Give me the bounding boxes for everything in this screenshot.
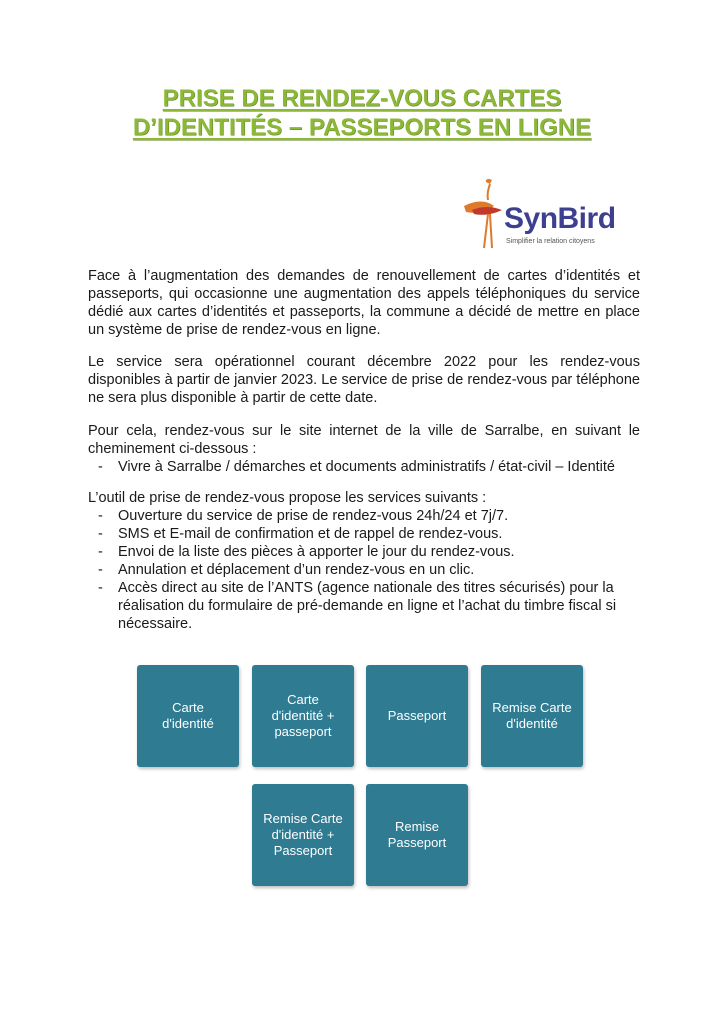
title-line-2: D’IDENTITÉS – PASSEPORTS EN LIGNE (132, 114, 592, 141)
title-line-1: PRISE DE RENDEZ-VOUS CARTES (162, 85, 562, 112)
tile-remise-carte-identite-passeport[interactable]: Remise Carte d'identité + Passeport (252, 784, 354, 886)
paragraph-intro: Face à l’augmentation des demandes de renouvellement de cartes d’identités et passeports, qui occasionne une augmentation des appels téléphoniques du service dédié aux cartes d’identités et passeports, la commune a décidé de mettre en place un système de prise de rendez-vous en ligne. (88, 268, 640, 338)
paragraph-service-date: Le service sera opérationnel courant décembre 2022 pour les rendez-vous disponibles à partir de janvier 2023. Le service de prise de rendez-vous par téléphone ne sera plus disponible à partir de cette date. (88, 354, 640, 406)
tile-remise-passeport[interactable]: Remise Passeport (366, 784, 468, 886)
logo-wordmark: SynBird (504, 202, 616, 235)
paragraph-services (88, 489, 640, 633)
path-list (88, 458, 640, 476)
tile-carte-identite-passeport[interactable]: Carte d'identité + passeport (252, 665, 354, 767)
tile-remise-carte-identite[interactable]: Remise Carte d'identité (481, 665, 583, 767)
list-item: - Ouverture du service de prise de rendez-vous 24h/24 et 7j/7. (88, 507, 640, 525)
paragraph-services-text: L’outil de prise de rendez-vous propose les services suivants : (88, 490, 487, 506)
services-list (88, 507, 640, 633)
tile-passeport[interactable]: Passeport (366, 665, 468, 767)
list-item: - SMS et E-mail de confirmation et de rappel de rendez-vous. (88, 525, 640, 543)
logo-tagline: Simplifier la relation citoyens (506, 238, 595, 245)
paragraph-website-path-text: Pour cela, rendez-vous sur le site internet de la ville de Sarralbe, en suivant le cheminement ci-dessous : (88, 423, 640, 457)
paragraph-website-path (88, 422, 640, 476)
list-item: - Envoi de la liste des pièces à apporter le jour du rendez-vous. (88, 543, 640, 561)
list-item: - Accès direct au site de l’ANTS (agence nationale des titres sécurisés) pour la réalisation du formulaire de pré-demande en ligne et l’achat du timbre fiscal si nécessaire. (88, 579, 640, 633)
list-item: - Annulation et déplacement d’un rendez-vous en un clic. (88, 561, 640, 579)
list-item: - Vivre à Sarralbe / démarches et documents administratifs / état-civil – Identité (88, 458, 640, 476)
synbird-logo (462, 176, 662, 256)
page-title (0, 84, 724, 142)
tile-carte-identite[interactable]: Carte d'identité (137, 665, 239, 767)
